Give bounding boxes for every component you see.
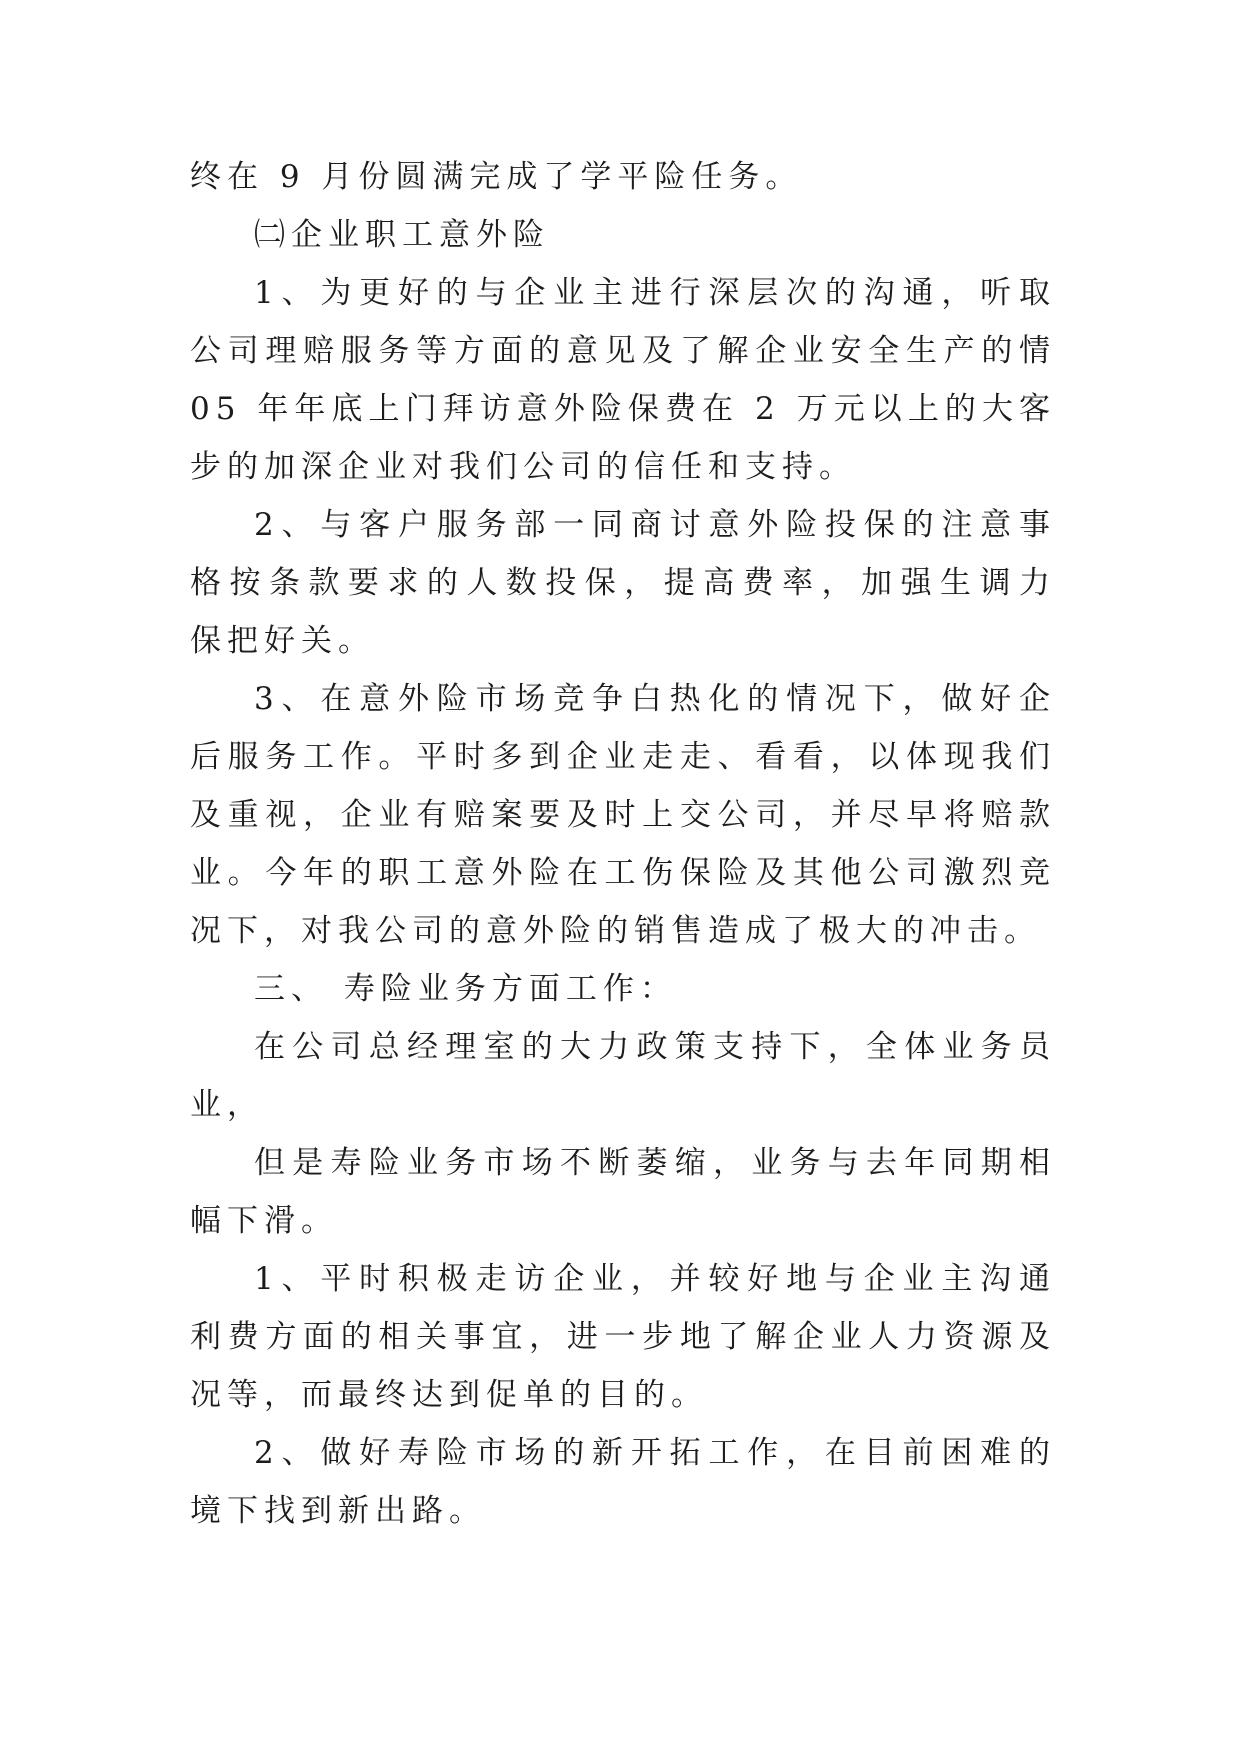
text-line: 步的加深企业对我们公司的信任和支持。 (190, 449, 856, 485)
text-line: 05 年年底上门拜访意外险保费在 2 万元以上的大客 (190, 391, 1056, 427)
document-page (190, 148, 1056, 1540)
text-line: 格按条款要求的人数投保，提高费率，加强生调力 (190, 565, 1056, 601)
text-line: 2、做好寿险市场的新开拓工作，在目前困难的 (254, 1435, 1056, 1471)
text-line: 2、与客户服务部一同商讨意外险投保的注意事 (254, 507, 1056, 543)
text-line: 况下，对我公司的意外险的销售造成了极大的冲击。 (190, 913, 1041, 949)
text-line: 1、平时积极走访企业，并较好地与企业主沟通 (254, 1261, 1056, 1297)
text-line: 三、 寿险业务方面工作： (254, 971, 677, 1007)
text-line: 保把好关。 (190, 623, 375, 659)
text-line: 业， (190, 1087, 264, 1123)
text-line: 况等，而最终达到促单的目的。 (190, 1377, 708, 1413)
text-line: 及重视，企业有赔案要及时上交公司，并尽早将赔款 (190, 797, 1056, 833)
text-line: 在公司总经理室的大力政策支持下，全体业务员 (254, 1029, 1056, 1065)
text-line: 后服务工作。平时多到企业走走、看看，以体现我们 (190, 739, 1056, 775)
text-line: 1、为更好的与企业主进行深层次的沟通，听取 (254, 275, 1056, 311)
text-line: 公司理赔服务等方面的意见及了解企业安全生产的情 (190, 333, 1056, 369)
text-line: 业。今年的职工意外险在工伤保险及其他公司激烈竞 (190, 855, 1056, 891)
text-line: 利费方面的相关事宜，进一步地了解企业人力资源及 (190, 1319, 1056, 1355)
text-line: 但是寿险业务市场不断萎缩，业务与去年同期相 (254, 1145, 1056, 1181)
text-line: 终在 9 月份圆满完成了学平险任务。 (190, 159, 803, 195)
text-line: ㈡企业职工意外险 (254, 217, 550, 253)
text-line: 3、在意外险市场竞争白热化的情况下，做好企 (254, 681, 1056, 717)
text-line: 境下找到新出路。 (190, 1493, 486, 1529)
text-line: 幅下滑。 (190, 1203, 338, 1239)
